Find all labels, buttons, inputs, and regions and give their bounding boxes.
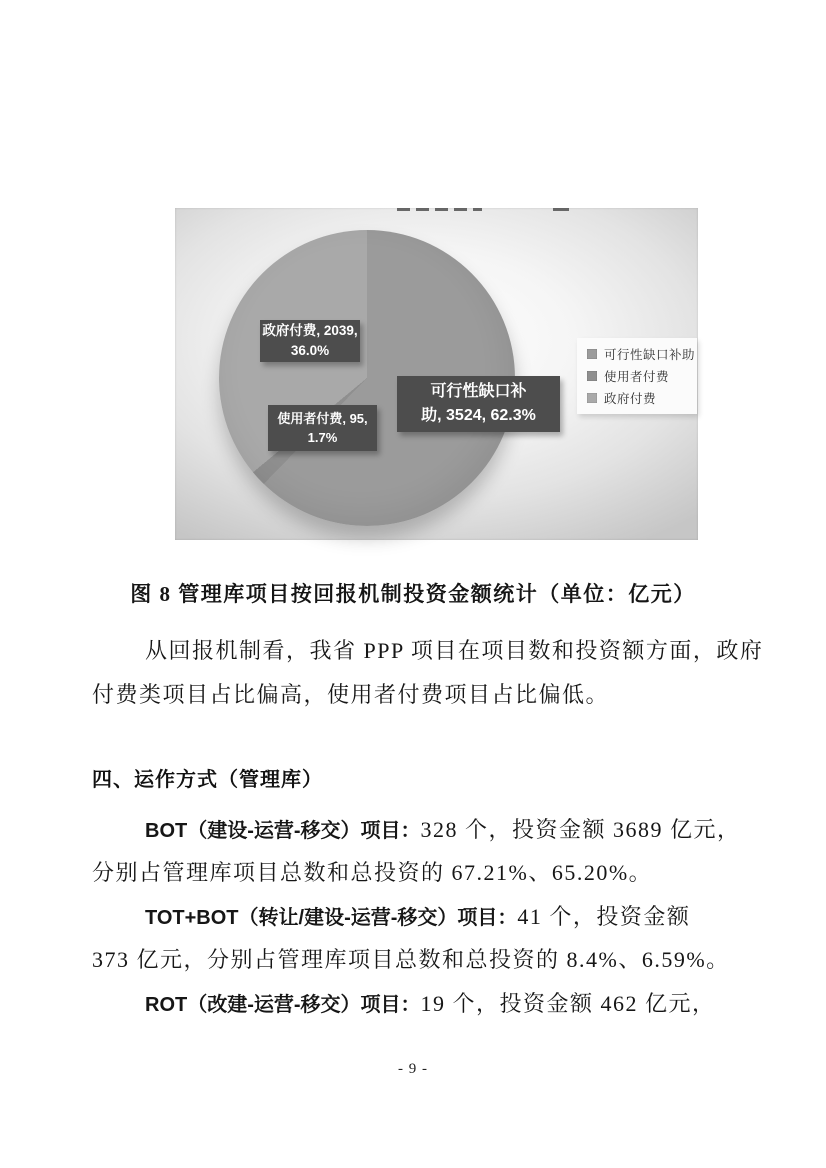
pie-label-government-pay — [260, 320, 360, 362]
bot-lead-label: BOT（建设-运营-移交）项目： — [145, 820, 421, 842]
pie-label-viability-gap — [397, 376, 560, 432]
pie-label-line: 36.0% — [290, 343, 330, 358]
figure-caption: 图 8 管理库项目按回报机制投资金额统计（单位：亿元） — [130, 582, 696, 606]
cropped-chart-title-remnant — [397, 208, 482, 211]
paragraph-line — [145, 987, 716, 1018]
paragraph-line: 373 亿元，分别占管理库项目总数和总投资的 8.4%、6.59%。 — [92, 947, 730, 972]
page-number: - 9 - — [398, 1061, 428, 1077]
tot-bot-lead-label: TOT+BOT（转让/建设-运营-移交）项目： — [145, 907, 518, 929]
legend-label: 政府付费 — [604, 392, 657, 406]
legend-item — [587, 345, 697, 363]
pie-label-line: 1.7% — [307, 430, 338, 445]
pie-label-line: 使用者付费, 95, — [277, 410, 368, 426]
pie-label-line: 可行性缺口补 — [430, 383, 527, 400]
paragraph-line: 分别占管理库项目总数和总投资的 67.21%、65.20%。 — [92, 860, 653, 885]
legend-swatch-icon — [587, 393, 597, 403]
legend-item — [587, 389, 697, 407]
legend-swatch-icon — [587, 349, 597, 359]
pie-label-user-pay — [268, 405, 377, 451]
paragraph-line — [145, 813, 741, 844]
pie-label-line: 助, 3524, 62.3% — [421, 407, 536, 424]
tot-bot-line-rest: 41 个，投资金额 — [517, 904, 691, 929]
paragraph-line: 付费类项目占比偏高，使用者付费项目占比偏低。 — [92, 682, 610, 707]
pie-label-line: 政府付费, 2039, — [262, 322, 358, 338]
rot-lead-label: ROT（改建-运营-移交）项目： — [145, 994, 421, 1016]
section-heading: 四、运作方式（管理库） — [92, 769, 323, 791]
pie-chart-figure — [175, 208, 698, 540]
legend-label: 使用者付费 — [604, 370, 670, 384]
bot-line-rest: 328 个，投资金额 3689 亿元， — [420, 817, 741, 842]
chart-legend — [577, 338, 697, 414]
legend-swatch-icon — [587, 371, 597, 381]
paragraph-line — [145, 900, 690, 931]
cropped-chart-title-remnant-tick — [553, 208, 569, 211]
legend-label: 可行性缺口补助 — [604, 348, 696, 362]
legend-item — [587, 367, 697, 385]
rot-line-rest: 19 个，投资金额 462 亿元， — [420, 991, 716, 1016]
paragraph-line: 从回报机制看，我省 PPP 项目在项目数和投资额方面，政府 — [145, 638, 764, 663]
